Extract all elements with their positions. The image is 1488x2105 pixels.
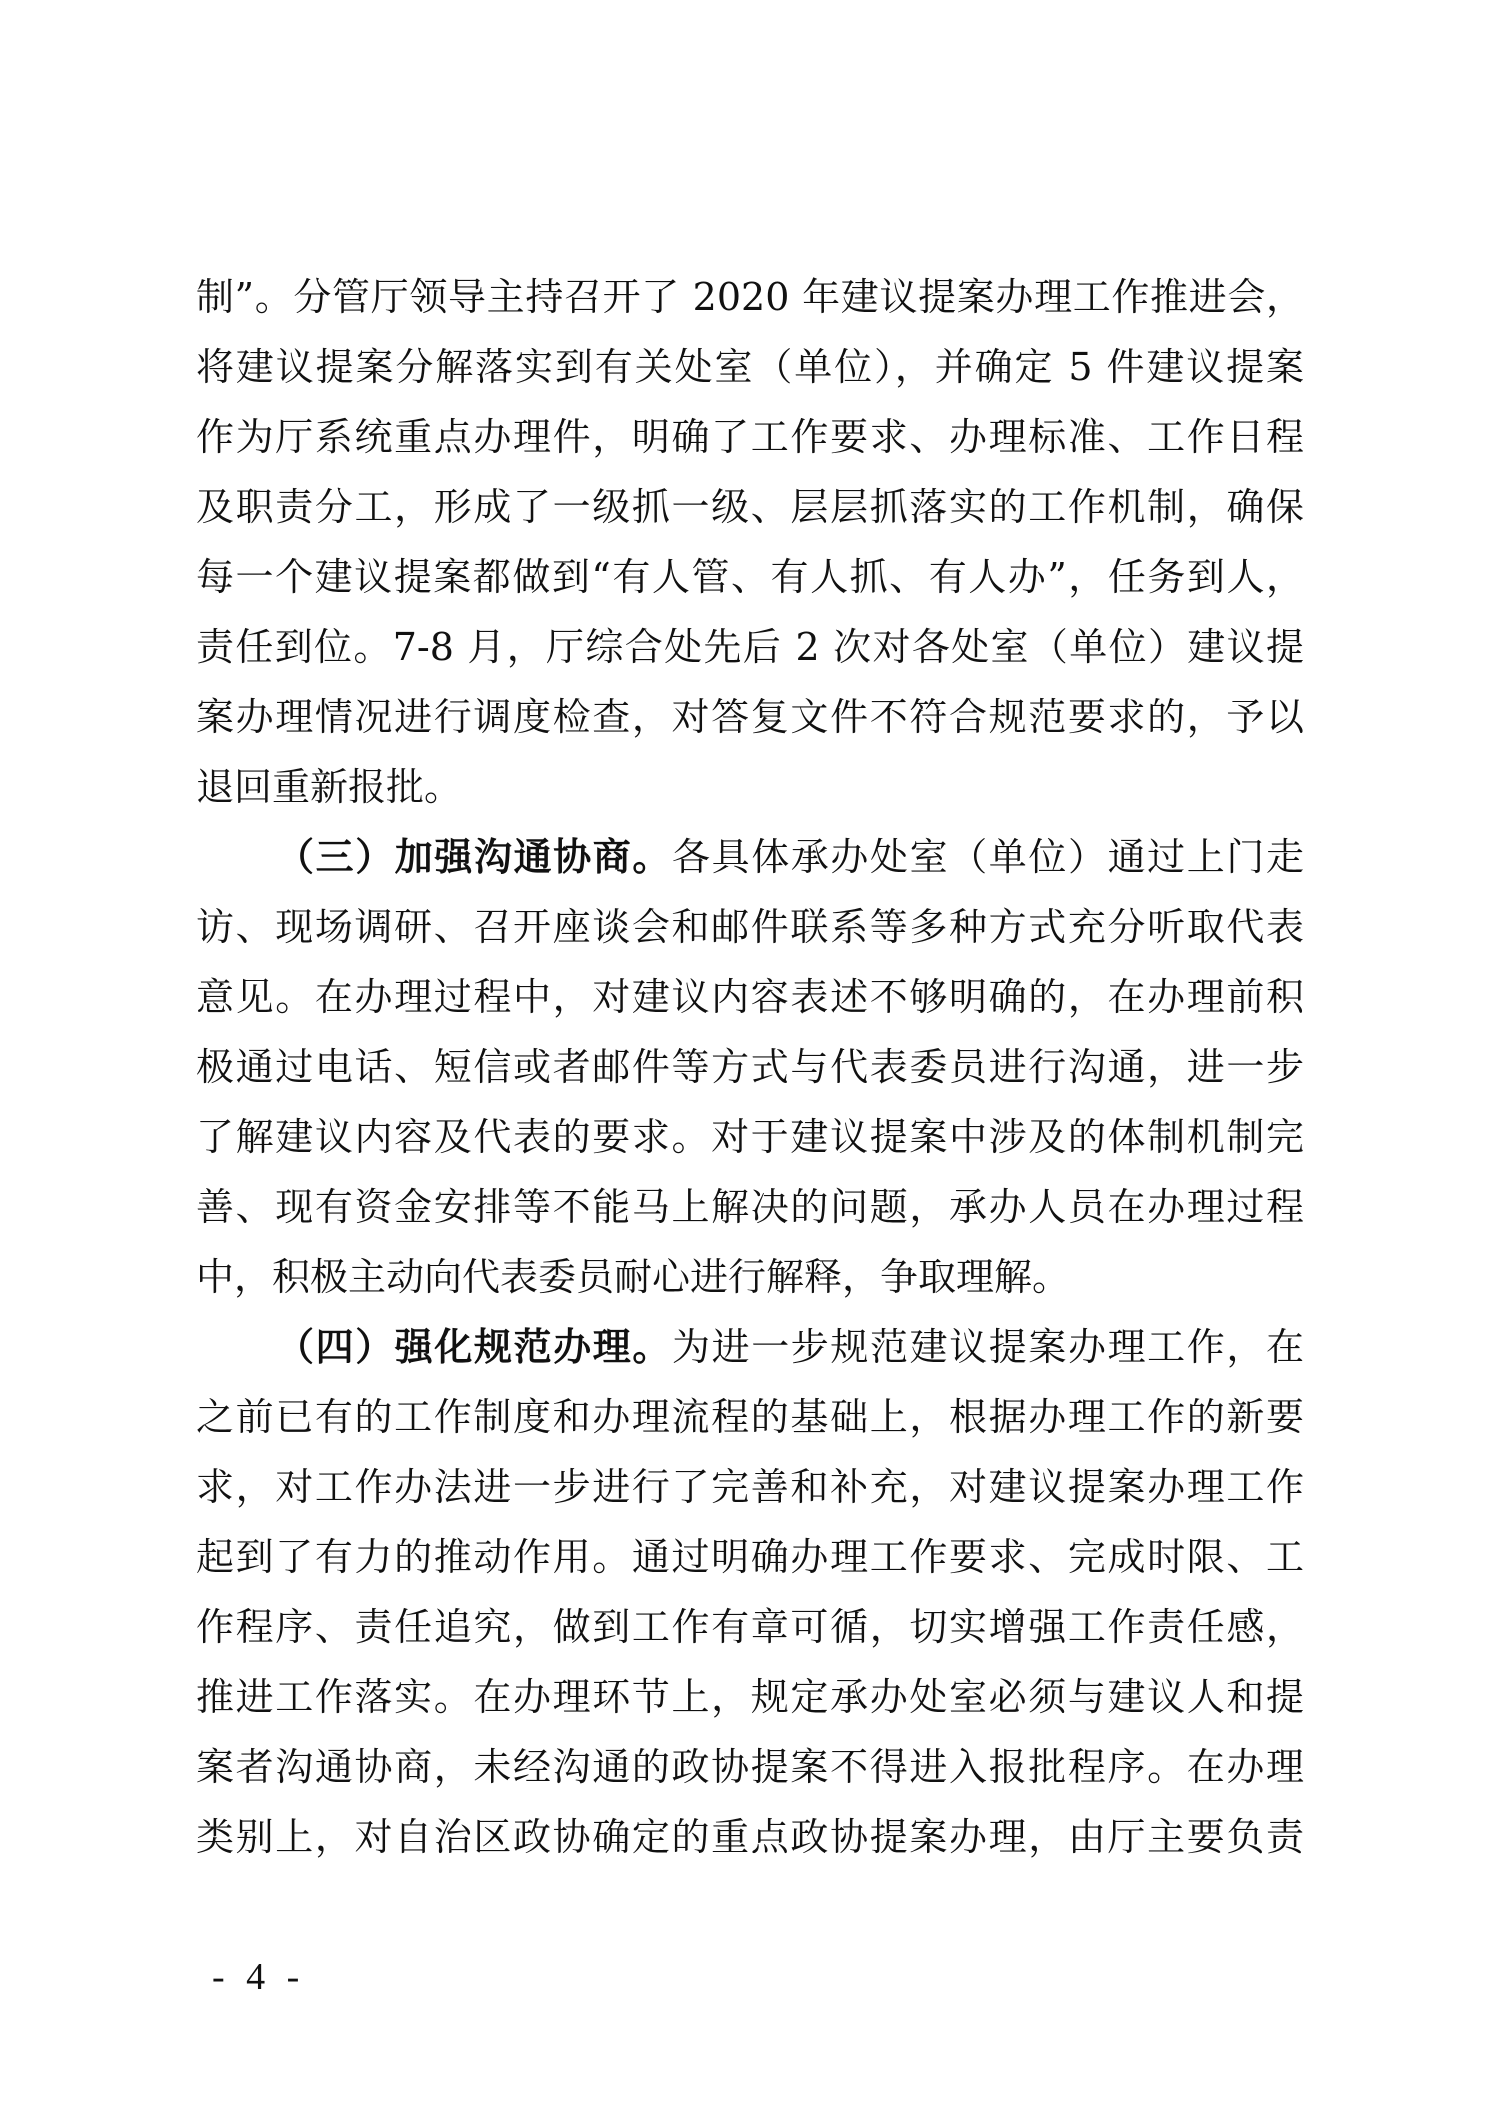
text-line xyxy=(196,1312,1304,1382)
text-line: 极通过电话、短信或者邮件等方式与代表委员进行沟通，进一步 xyxy=(196,1045,1304,1089)
paragraph-2 xyxy=(196,822,1304,1312)
paragraph-3 xyxy=(196,1312,1304,1872)
text-line: 每一个建议提案都做到“有人管、有人抓、有人办”，任务到人， xyxy=(196,555,1304,599)
text-line: 起到了有力的推动作用。通过明确办理工作要求、完成时限、工 xyxy=(196,1535,1304,1579)
text-line: 作为厅系统重点办理件，明确了工作要求、办理标准、工作日程 xyxy=(196,415,1304,459)
text-line: 案者沟通协商，未经沟通的政协提案不得进入报批程序。在办理 xyxy=(196,1745,1304,1789)
text-line: 善、现有资金安排等不能马上解决的问题，承办人员在办理过程 xyxy=(196,1185,1304,1229)
text-line: 制”。分管厅领导主持召开了 2020 年建议提案办理工作推进会， xyxy=(196,275,1304,319)
text-line: 退回重新报批。 xyxy=(196,765,463,809)
text-line: 中，积极主动向代表委员耐心进行解释，争取理解。 xyxy=(196,1255,1071,1299)
text-line: 责任到位。7-8 月，厅综合处先后 2 次对各处室（单位）建议提 xyxy=(196,625,1304,669)
paragraph-1 xyxy=(196,262,1304,822)
text-line: 意见。在办理过程中，对建议内容表述不够明确的，在办理前积 xyxy=(196,975,1304,1019)
text-line: 将建议提案分解落实到有关处室（单位），并确定 5 件建议提案 xyxy=(196,345,1304,389)
text-line: 之前已有的工作制度和办理流程的基础上，根据办理工作的新要 xyxy=(196,1395,1304,1439)
text-run: 为进一步规范建议提案办理工作，在 xyxy=(672,1325,1304,1369)
text-line: 访、现场调研、召开座谈会和邮件联系等多种方式充分听取代表 xyxy=(196,905,1304,949)
text-line: 作程序、责任追究，做到工作有章可循，切实增强工作责任感， xyxy=(196,1605,1304,1649)
text-line: 推进工作落实。在办理环节上，规定承办处室必须与建议人和提 xyxy=(196,1675,1304,1719)
text-line xyxy=(196,822,1304,892)
body-text xyxy=(196,262,1304,1872)
section-heading: （三）加强沟通协商。 xyxy=(276,834,672,879)
text-line: 及职责分工，形成了一级抓一级、层层抓落实的工作机制，确保 xyxy=(196,485,1304,529)
text-run: 各具体承办处室（单位）通过上门走 xyxy=(672,835,1304,879)
section-heading: （四）强化规范办理。 xyxy=(276,1324,672,1369)
page-number: - 4 - xyxy=(212,1956,306,1998)
text-line: 求，对工作办法进一步进行了完善和补充，对建议提案办理工作 xyxy=(196,1465,1304,1509)
text-line: 了解建议内容及代表的要求。对于建议提案中涉及的体制机制完 xyxy=(196,1115,1304,1159)
text-line: 案办理情况进行调度检查，对答复文件不符合规范要求的，予以 xyxy=(196,695,1304,739)
text-line: 类别上，对自治区政协确定的重点政协提案办理，由厅主要负责 xyxy=(196,1815,1304,1859)
